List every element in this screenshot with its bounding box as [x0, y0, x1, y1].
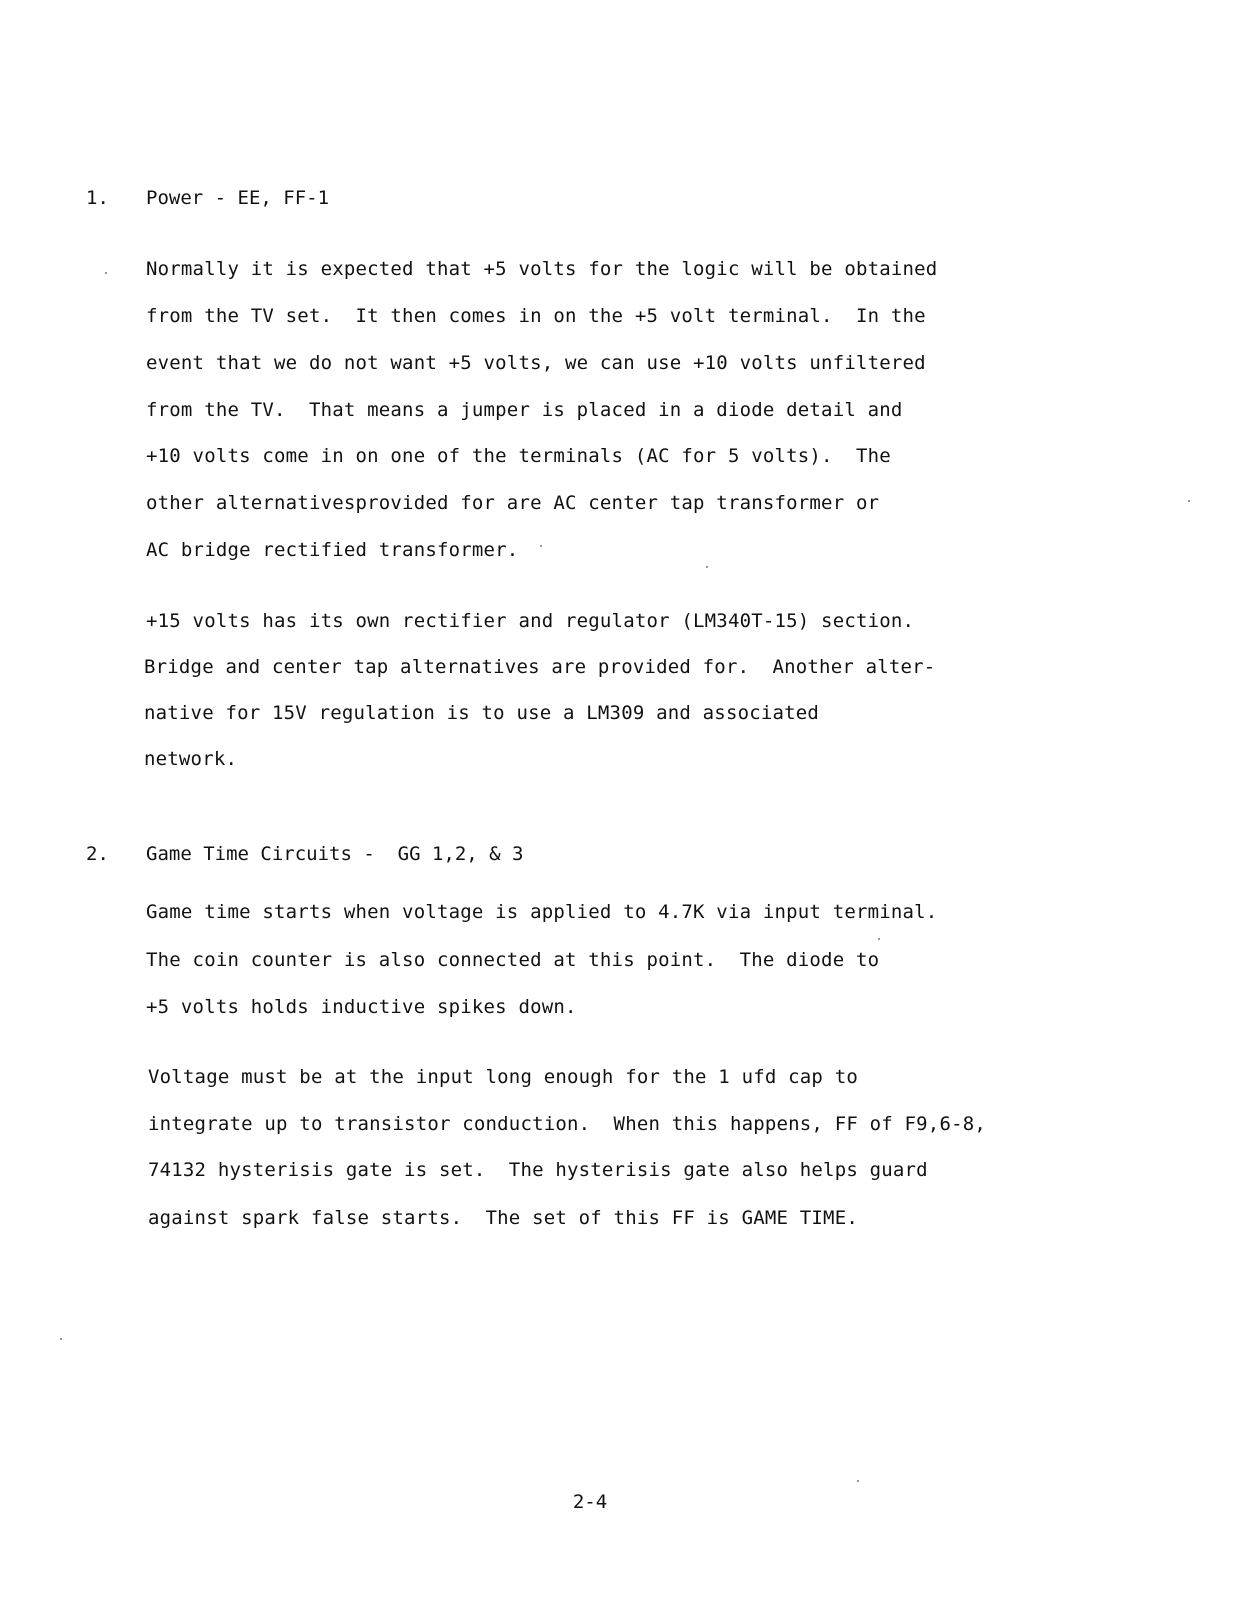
paragraph-line: +10 volts come in on one of the terminals (AC for 5 volts). The [146, 445, 891, 467]
paragraph-line: Game time starts when voltage is applied to 4.7K via input terminal. [146, 901, 938, 923]
paragraph-line: +5 volts holds inductive spikes down. [146, 996, 577, 1018]
paragraph-line: The coin counter is also connected at this point. The diode to [146, 949, 880, 971]
section-heading: Power - EE, FF-1 [146, 187, 330, 209]
paragraph-line: native for 15V regulation is to use a LM309 and associated [144, 702, 820, 724]
paragraph-line: 74132 hysterisis gate is set. The hysterisis gate also helps guard [148, 1159, 928, 1181]
paragraph-line: integrate up to transistor conduction. When this happens, FF of F9,6-8, [148, 1113, 987, 1135]
section-heading: Game Time Circuits - GG 1,2, & 3 [146, 843, 524, 865]
paragraph-line: AC bridge rectified transformer. [146, 539, 519, 561]
paragraph-line: from the TV. That means a jumper is placed in a diode detail and [146, 399, 903, 421]
paragraph-line: event that we do not want +5 volts, we can use +10 volts unfiltered [146, 352, 926, 374]
scan-speck [857, 1480, 859, 1482]
paragraph-line: network. [144, 748, 238, 770]
paragraph-line: from the TV set. It then comes in on the +5 volt terminal. In the [146, 305, 926, 327]
scan-speck [878, 938, 880, 940]
scan-speck [540, 545, 542, 547]
paragraph-line: Voltage must be at the input long enough for the 1 ufd cap to [148, 1066, 858, 1088]
scan-speck [706, 566, 708, 568]
paragraph-line: other alternativesprovided for are AC center tap transformer or [146, 492, 880, 514]
scan-speck [60, 1338, 62, 1340]
paragraph-line: against spark false starts. The set of this FF is GAME TIME. [148, 1207, 858, 1229]
scan-speck [1188, 500, 1190, 502]
section-number: 1. [86, 187, 109, 209]
paragraph-line: Bridge and center tap alternatives are provided for. Another alter- [144, 656, 936, 678]
paragraph-line: Normally it is expected that +5 volts for the logic will be obtained [146, 258, 938, 280]
paragraph-line: +15 volts has its own rectifier and regulator (LM340T-15) section. [146, 610, 915, 632]
scan-speck [105, 272, 107, 274]
section-number: 2. [86, 843, 109, 865]
page-number: 2-4 [572, 1491, 608, 1513]
